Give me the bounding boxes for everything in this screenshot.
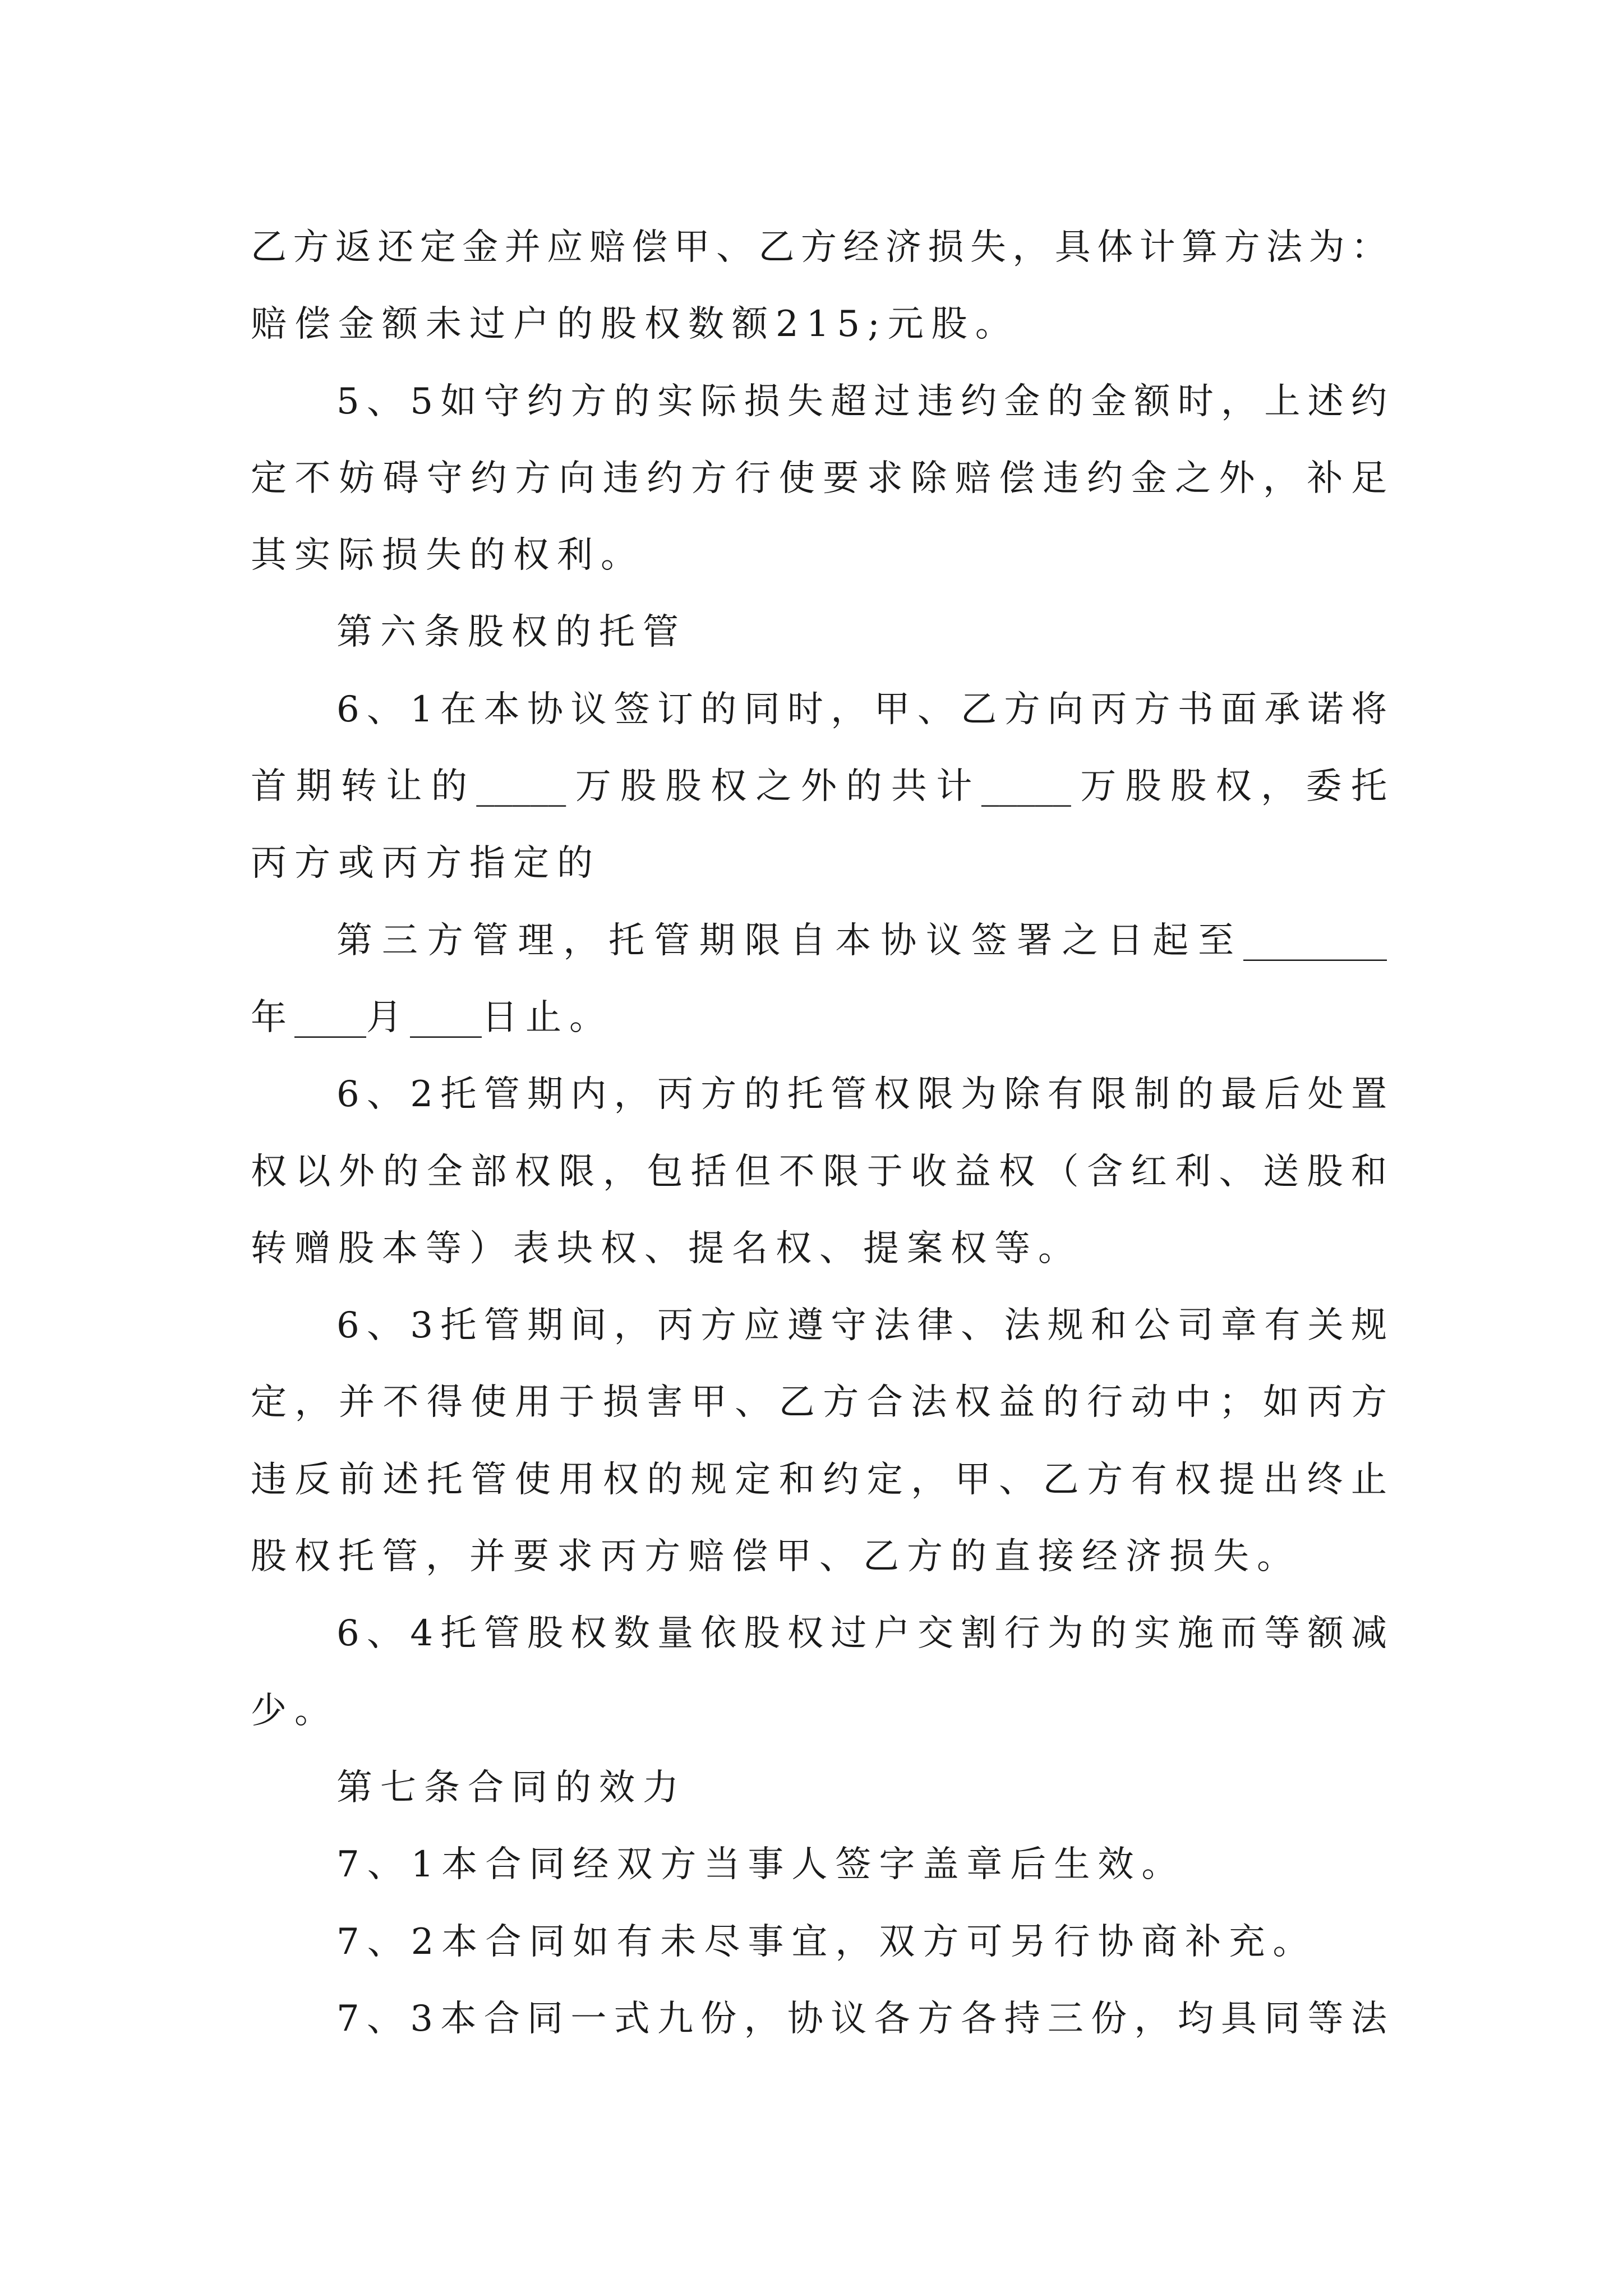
text-line: 违反前述托管使用权的规定和约定，甲、乙方有权提出终止 <box>251 1458 1387 1501</box>
text-line: 其实际损失的权利。 <box>251 535 644 577</box>
clause-7-2: 7、2本合同如有未尽事宜，双方可另行协商补充。 <box>336 1921 1317 1963</box>
text-line: 第三方管理，托管期限自本协议签署之日起至________ <box>336 919 1387 961</box>
clause-6-3: 6、3托管期间，丙方应遵守法律、法规和公司章有关规 <box>336 1305 1387 1347</box>
blank-underline: ____ <box>410 996 482 1038</box>
text-line: 定，并不得使用于损害甲、乙方合法权益的行动中；如丙方 <box>251 1382 1387 1424</box>
blank-underline: ________ <box>1243 919 1387 961</box>
text-line: 转赠股本等）表块权、提名权、提案权等。 <box>251 1227 1082 1269</box>
clause-7-1: 7、1本合同经双方当事人签字盖章后生效。 <box>336 1844 1186 1886</box>
contract-body <box>251 209 1387 2058</box>
text-line: 丙方或丙方指定的 <box>251 843 601 885</box>
clause-5-5: 5、5如守约方的实际损失超过违约金的金额时，上述约 <box>336 380 1387 422</box>
blank-underline: _____ <box>981 766 1071 808</box>
clause-6-2: 6、2托管期内，丙方的托管权限为除有限制的最后处置 <box>336 1074 1387 1116</box>
blank-underline: _____ <box>476 766 566 808</box>
text-line: 股权托管，并要求丙方赔偿甲、乙方的直接经济损失。 <box>251 1536 1301 1578</box>
text-line: 乙方返还定金并应赔偿甲、乙方经济损失，具体计算方法为： <box>251 227 1387 268</box>
clause-6-1: 6、1在本协议签订的同时，甲、乙方向丙方书面承诺将 <box>336 688 1387 730</box>
text-line: 年____月____日止。 <box>251 996 613 1038</box>
text-line: 少。 <box>251 1690 338 1732</box>
blank-underline: ____ <box>294 996 366 1038</box>
text-line: 首期转让的_____万股股权之外的共计_____万股股权，委托 <box>251 766 1387 808</box>
section-heading-article-6: 第六条股权的托管 <box>336 611 686 654</box>
text-line: 赔偿金额未过户的股权数额215;元股。 <box>251 303 1019 346</box>
text-line: 定不妨碍守约方向违约方行使要求除赔偿违约金之外，补足 <box>251 457 1387 499</box>
text-line: 权以外的全部权限，包括但不限于收益权（含红利、送股和 <box>251 1151 1387 1193</box>
section-heading-article-7: 第七条合同的效力 <box>336 1766 686 1809</box>
clause-7-3: 7、3本合同一式九份，协议各方各持三份，均具同等法 <box>336 1998 1387 2040</box>
clause-6-4: 6、4托管股权数量依股权过户交割行为的实施而等额减 <box>336 1613 1387 1655</box>
